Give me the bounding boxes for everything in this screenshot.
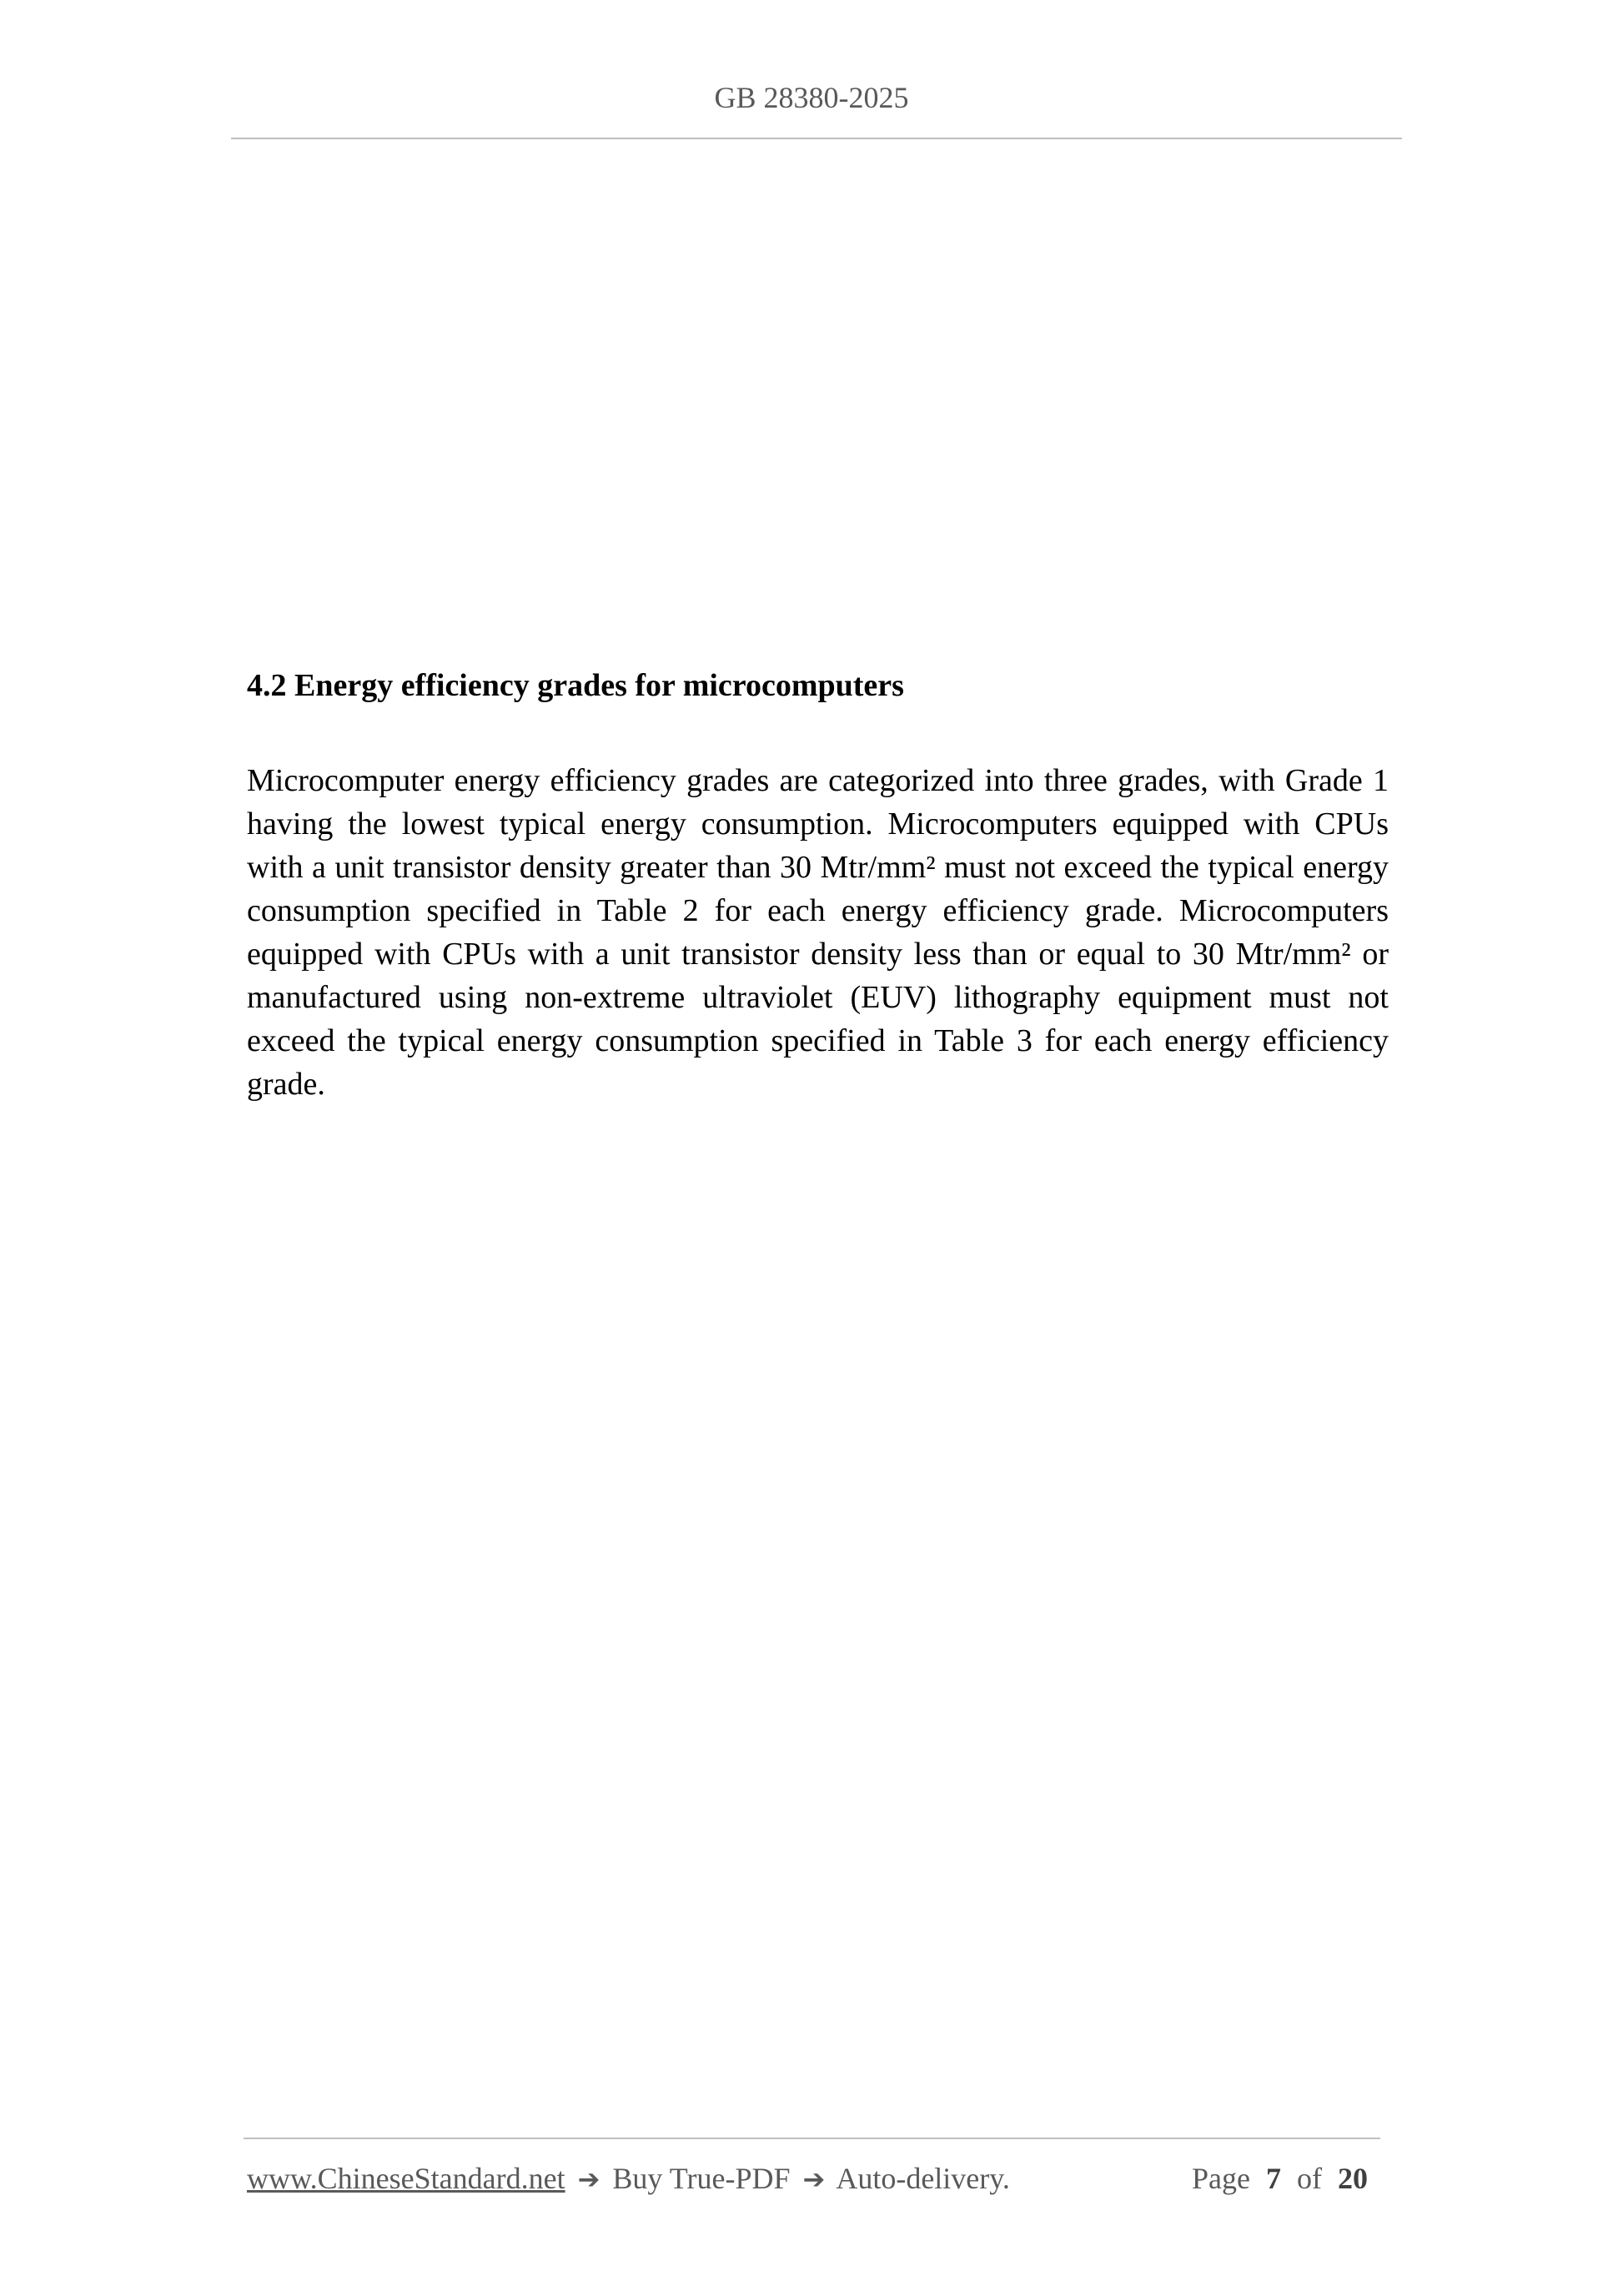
buy-text: Buy True-PDF [612, 2162, 791, 2195]
footer-promo [247, 2161, 1010, 2196]
section-heading: 4.2 Energy efficiency grades for microcomputers [247, 668, 904, 703]
page-of: of [1297, 2162, 1322, 2195]
footer-divider [244, 2138, 1380, 2139]
delivery-text: Auto-delivery. [836, 2162, 1010, 2195]
page-total: 20 [1338, 2162, 1368, 2195]
site-link[interactable]: www.ChineseStandard.net [247, 2162, 565, 2195]
page-current: 7 [1266, 2162, 1281, 2195]
section-paragraph: Microcomputer energy efficiency grades are categorized into three grades, with Grade 1 having the lowest typical energy consumption. Microcomputers equipped with CPUs with a unit transistor density greater than 30 Mtr/mm² must not exceed the typical energy consumption specified in Table 2 for each energy efficiency grade. Microcomputers equipped with CPUs with a unit transistor density less than or equal to 30 Mtr/mm² or manufactured using non-extreme ultraviolet (EUV) lithography equipment must not exceed the typical energy consumption specified in Table 3 for each energy efficiency grade. [247, 763, 1389, 1102]
page-label: Page [1192, 2162, 1250, 2195]
document-header: GB 28380-2025 [714, 81, 909, 114]
arrow-right-icon: ➔ [802, 2163, 826, 2195]
page-indicator [1192, 2161, 1376, 2196]
header-divider [231, 138, 1402, 139]
arrow-right-icon: ➔ [577, 2163, 600, 2195]
